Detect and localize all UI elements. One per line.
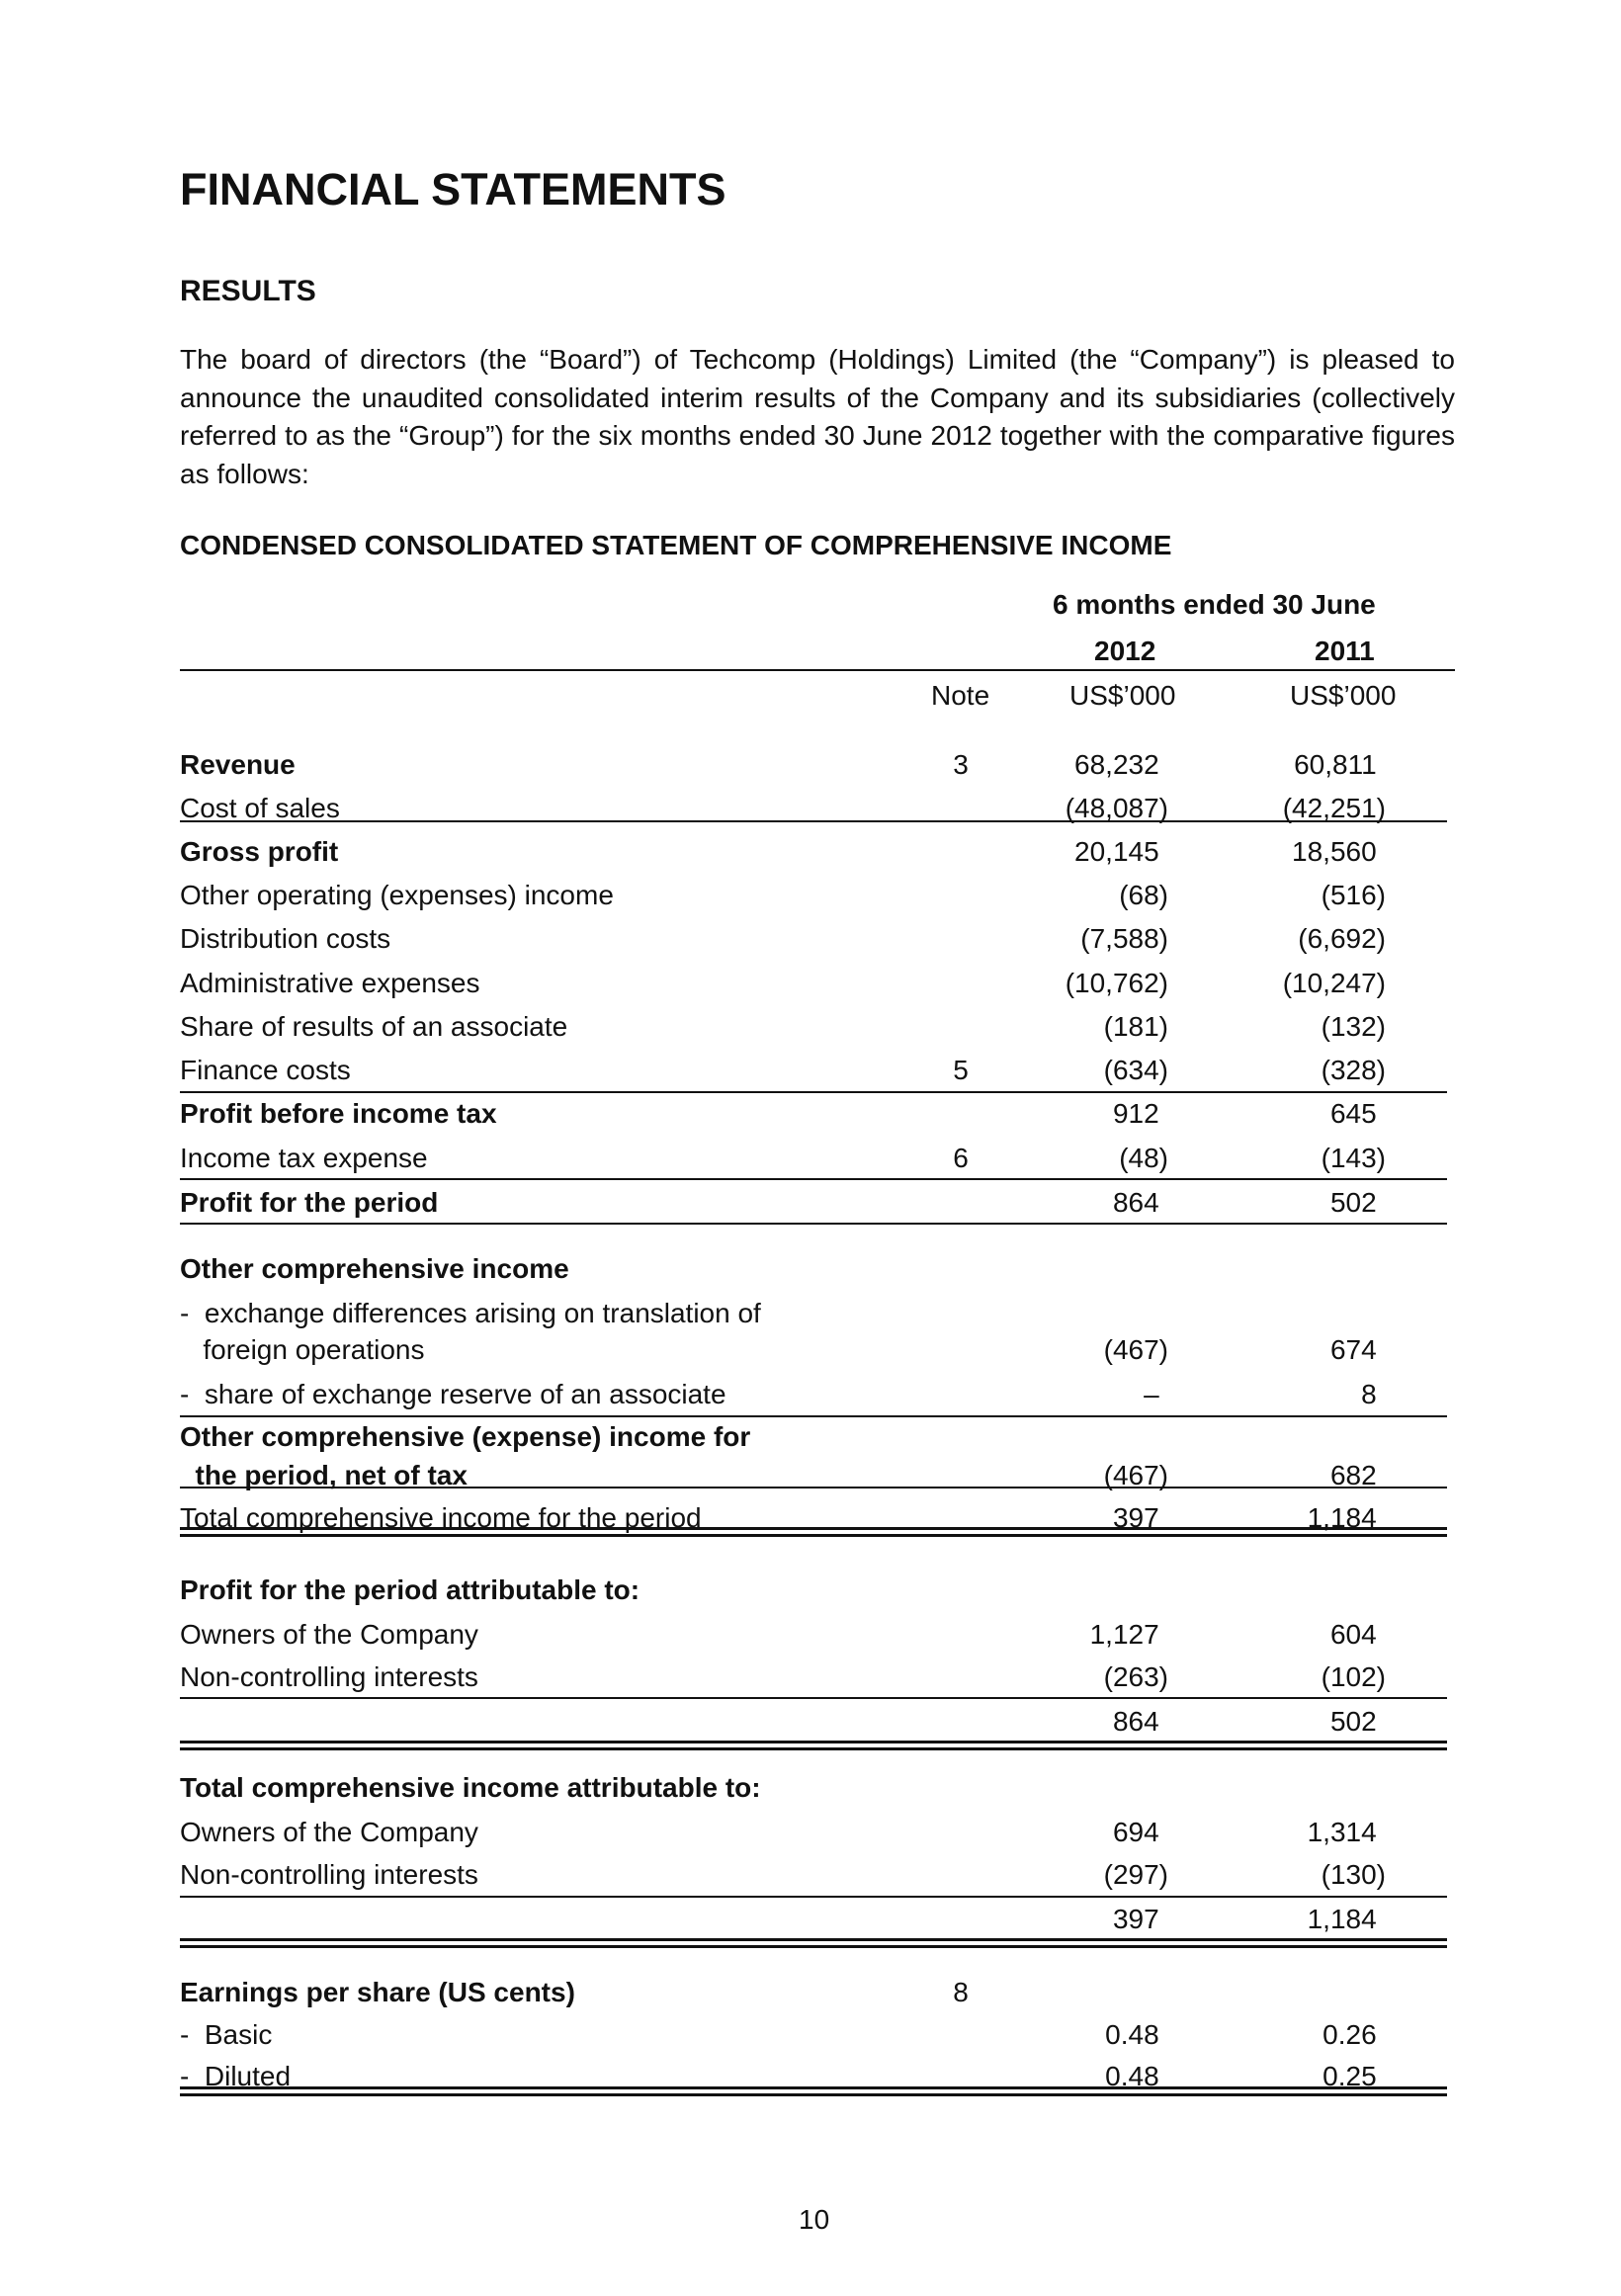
table-row-share-exchange-reserve (180, 1379, 1455, 1418)
row-label: Owners of the Company (180, 1619, 478, 1650)
value-2011: 674 (1329, 1334, 1377, 1365)
value-2011: 0.26 (1322, 2019, 1377, 2050)
value-2012: (467) (1103, 1334, 1168, 1365)
value-2011: (516) (1321, 880, 1386, 910)
value-2012: (297) (1103, 1859, 1168, 1890)
row-note: 3 (953, 749, 969, 780)
subtotal-rule (180, 1487, 1447, 1488)
row-label: Share of results of an associate (180, 1011, 568, 1042)
table-row-profit-attrib-owners (180, 1619, 1455, 1658)
statement-title: CONDENSED CONSOLIDATED STATEMENT OF COMPREHENSIVE INCOME (180, 530, 1172, 560)
table-row-tci-attrib-owners (180, 1817, 1455, 1856)
value-2012: (7,588) (1080, 923, 1168, 954)
value-2011: (328) (1321, 1055, 1386, 1085)
row-label: - Basic (180, 2019, 273, 2050)
row-label: Profit before income tax (180, 1098, 497, 1129)
value-2011: 682 (1329, 1460, 1377, 1490)
table-row-oci-heading (180, 1253, 1455, 1293)
value-2011: 60,811 (1294, 749, 1377, 780)
table-row-profit-before-tax (180, 1098, 1455, 1138)
table-row-profit-attrib-nci (180, 1661, 1455, 1701)
value-2012: 694 (1112, 1817, 1159, 1847)
row-label: Non-controlling interests (180, 1661, 478, 1692)
subtotal-rule (180, 1178, 1447, 1180)
value-2011: 604 (1329, 1619, 1377, 1650)
table-row-profit-attrib-heading (180, 1574, 1455, 1614)
unit-header-2011: US$’000 (1290, 680, 1397, 711)
header-rule (180, 669, 1455, 671)
period-header: 6 months ended 30 June (1053, 589, 1376, 620)
row-label: Finance costs (180, 1055, 351, 1085)
table-row-gross-profit (180, 836, 1455, 876)
value-2011: (42,251) (1282, 793, 1386, 823)
table-row-profit-attrib-total (180, 1706, 1455, 1745)
row-label: Total comprehensive income for the period (180, 1502, 702, 1533)
row-label: Income tax expense (180, 1143, 428, 1173)
value-2011: (143) (1321, 1143, 1386, 1173)
value-2011: (102) (1321, 1661, 1386, 1692)
subtotal-rule (180, 1697, 1447, 1699)
table-row-exchange-differences-line1 (180, 1298, 1455, 1337)
value-2012: 1,127 (1089, 1619, 1159, 1650)
table-row-eps-basic (180, 2019, 1455, 2059)
table-row-finance-costs (180, 1055, 1455, 1094)
row-label: Other comprehensive (expense) income for (180, 1421, 751, 1452)
row-label: - Diluted (180, 2061, 292, 2091)
row-label: Administrative expenses (180, 968, 480, 998)
value-2012: (48) (1119, 1143, 1168, 1173)
row-label: Non-controlling interests (180, 1859, 478, 1890)
total-double-rule (180, 1741, 1447, 1750)
note-header: Note (931, 680, 990, 711)
year-header-2011: 2011 (1315, 636, 1375, 666)
value-2012: 68,232 (1074, 749, 1159, 780)
table-row-tci-attrib-heading (180, 1772, 1455, 1812)
row-label: Profit for the period (180, 1187, 439, 1218)
value-2012: 20,145 (1074, 836, 1159, 867)
value-2011: 645 (1329, 1098, 1377, 1129)
intro-paragraph: The board of directors (the “Board”) of Techcomp (Holdings) Limited (the “Company”) is pleased to announce the unaudited consolidated interim results of the Company and its subsidiaries (collectively referred to as the “Group”) for the six months ended 30 June 2012 together with the comparative figures as follows: (180, 344, 1455, 490)
value-2012: 912 (1112, 1098, 1159, 1129)
value-2011: 502 (1329, 1187, 1377, 1218)
row-label: foreign operations (180, 1334, 425, 1365)
value-2011: 502 (1329, 1706, 1377, 1737)
row-label: Gross profit (180, 836, 339, 867)
table-row-oci-net-line2 (180, 1460, 1455, 1499)
value-2012: 397 (1112, 1904, 1159, 1934)
table-row-tci-attrib-total (180, 1904, 1455, 1943)
table-row-cost-of-sales (180, 793, 1455, 832)
value-2012: 864 (1112, 1706, 1159, 1737)
subtotal-rule (180, 1223, 1447, 1225)
value-2011: (132) (1321, 1011, 1386, 1042)
row-label: Profit for the period attributable to: (180, 1574, 640, 1605)
value-2012: (181) (1103, 1011, 1168, 1042)
value-2011: 0.25 (1322, 2061, 1377, 2091)
table-row-distribution-costs (180, 923, 1455, 963)
value-2011: 1,184 (1307, 1904, 1377, 1934)
table-row-income-tax (180, 1143, 1455, 1182)
value-2012: 0.48 (1105, 2019, 1159, 2050)
value-2011: (10,247) (1282, 968, 1386, 998)
row-label: Other comprehensive income (180, 1253, 569, 1284)
value-2011: 1,314 (1307, 1817, 1377, 1847)
row-label: Earnings per share (US cents) (180, 1977, 575, 2007)
value-2012: (48,087) (1065, 793, 1168, 823)
value-2012: 864 (1112, 1187, 1159, 1218)
year-header-2012: 2012 (1094, 636, 1156, 666)
subtotal-rule (180, 1415, 1447, 1417)
section-heading: RESULTS (180, 275, 316, 307)
table-row-share-of-associate (180, 1011, 1455, 1051)
row-note: 8 (953, 1977, 969, 2007)
subtotal-rule (180, 1091, 1447, 1093)
table-row-administrative-expenses (180, 968, 1455, 1007)
subtotal-rule (180, 820, 1447, 822)
table-row-eps-heading (180, 1977, 1455, 2016)
page-title: FINANCIAL STATEMENTS (180, 164, 726, 214)
value-2011: (130) (1321, 1859, 1386, 1890)
row-note: 5 (953, 1055, 969, 1085)
table-row-other-operating (180, 880, 1455, 919)
value-2012: (10,762) (1065, 968, 1168, 998)
row-note: 6 (953, 1143, 969, 1173)
value-2012: (634) (1103, 1055, 1168, 1085)
subtotal-rule (180, 1896, 1447, 1898)
value-2011: 1,184 (1307, 1502, 1377, 1533)
value-2012: 0.48 (1105, 2061, 1159, 2091)
value-2012: – (1144, 1379, 1159, 1409)
row-label: - exchange differences arising on translation of (180, 1298, 761, 1328)
table-row-oci-net-line1 (180, 1421, 1455, 1461)
row-label: - share of exchange reserve of an associate (180, 1379, 726, 1409)
row-label: Cost of sales (180, 793, 340, 823)
row-label: Owners of the Company (180, 1817, 478, 1847)
value-2012: 397 (1112, 1502, 1159, 1533)
table-row-exchange-differences-line2 (180, 1334, 1455, 1374)
row-label: Distribution costs (180, 923, 391, 954)
value-2011: (6,692) (1298, 923, 1386, 954)
total-double-rule (180, 1938, 1447, 1948)
page-number: 10 (799, 2204, 830, 2235)
row-label: Revenue (180, 749, 296, 780)
row-label: Other operating (expenses) income (180, 880, 614, 910)
row-label: Total comprehensive income attributable to: (180, 1772, 761, 1803)
unit-header-2012: US$’000 (1069, 680, 1176, 711)
value-2011: 8 (1361, 1379, 1377, 1409)
total-double-rule (180, 1527, 1447, 1537)
value-2012: (68) (1119, 880, 1168, 910)
table-row-revenue (180, 749, 1455, 789)
value-2012: (263) (1103, 1661, 1168, 1692)
total-double-rule (180, 2086, 1447, 2096)
table-row-tci-attrib-nci (180, 1859, 1455, 1899)
table-row-profit-for-period (180, 1187, 1455, 1227)
value-2012: (467) (1103, 1460, 1168, 1490)
row-label: the period, net of tax (180, 1460, 468, 1490)
value-2011: 18,560 (1292, 836, 1377, 867)
